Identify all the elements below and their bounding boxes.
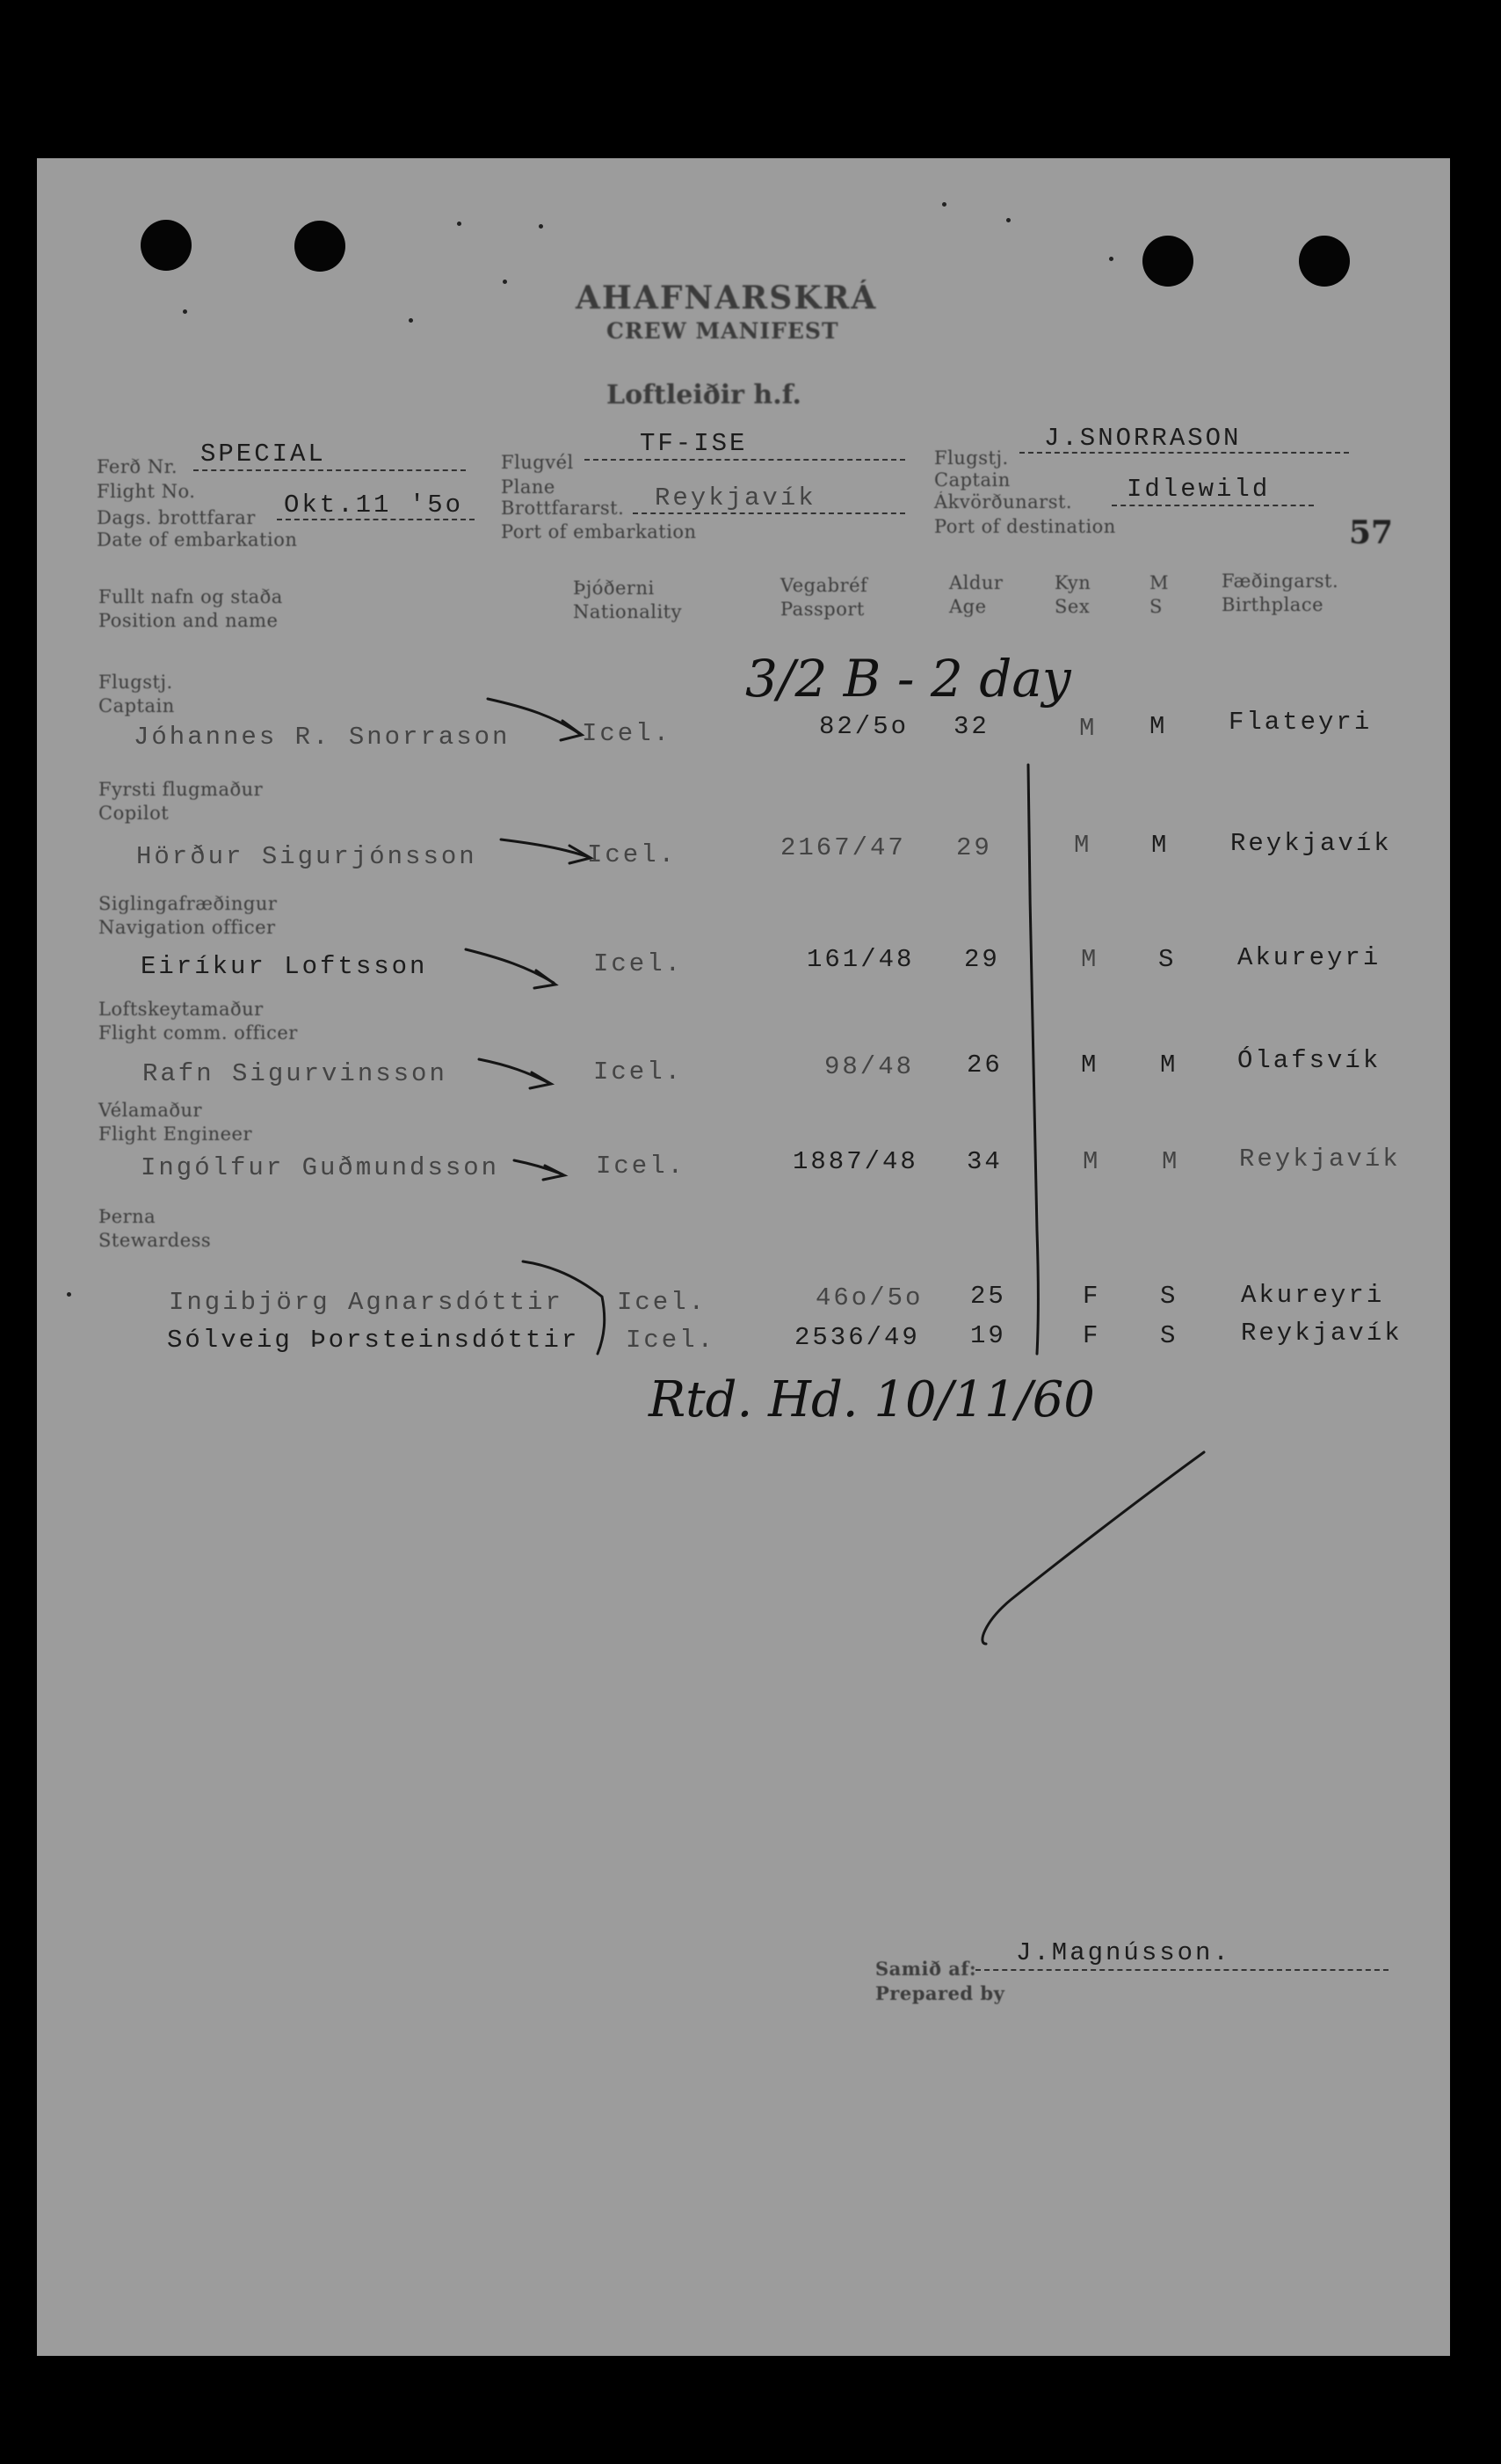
vertical-pen-line	[1028, 765, 1039, 1354]
stewardess-sex: F	[1083, 1282, 1101, 1311]
stewardess-nationality: Icel.	[626, 1326, 716, 1355]
prepared-by-label-is: Samið af:	[875, 1958, 977, 1980]
embark-port-label-is: Brottfararst.	[501, 498, 625, 519]
col-sex-en: Sex	[1055, 596, 1091, 617]
long-pen-stroke	[983, 1452, 1204, 1644]
stewardess-name: Sólveig Þorsteinsdóttir	[167, 1326, 580, 1355]
crew-position-is: Fyrsti flugmaður	[98, 779, 264, 800]
crew-position-en: Captain	[98, 695, 175, 716]
crew-age: 32	[954, 712, 990, 741]
stewardess-birthplace: Akureyri	[1241, 1281, 1385, 1310]
prepared-by-label-en: Prepared by	[875, 1982, 1005, 2004]
handwritten-note-top: 3/2 B - 2 day	[745, 649, 1071, 709]
crew-name: Jóhannes R. Snorrason	[134, 723, 511, 752]
crew-nationality: Icel.	[593, 1058, 684, 1087]
crew-name: Eiríkur Loftsson	[141, 952, 428, 981]
crew-passport: 1887/48	[793, 1147, 918, 1176]
crew-nationality: Icel.	[582, 719, 672, 748]
crew-age: 34	[967, 1147, 1003, 1176]
crew-birthplace: Reykjavík	[1239, 1145, 1401, 1174]
crew-marital: M	[1151, 831, 1170, 860]
crew-marital: S	[1158, 945, 1177, 974]
crew-passport: 98/48	[824, 1052, 915, 1081]
col-age-is: Aldur	[949, 572, 1004, 593]
crew-birthplace: Flateyri	[1229, 708, 1373, 737]
crew-age: 29	[956, 833, 992, 862]
crew-name: Hörður Sigurjónsson	[136, 842, 477, 871]
col-birthplace-is: Fæðingarst.	[1222, 571, 1339, 592]
stewardess-age: 19	[970, 1321, 1006, 1350]
col-marital-en: S	[1149, 596, 1163, 617]
arrow-stroke	[488, 699, 580, 734]
crew-passport: 82/5o	[819, 712, 910, 741]
crew-sex: M	[1074, 831, 1092, 860]
destination-label-is: Ákvörðunarst.	[934, 491, 1073, 512]
crew-position-en: Navigation officer	[98, 917, 276, 938]
flight-no-value: SPECIAL	[200, 440, 326, 469]
flight-no-label-en: Flight No.	[97, 481, 196, 502]
handwritten-note-bottom: Rtd. Hd. 10/11/60	[649, 1371, 1095, 1428]
crew-marital: M	[1160, 1050, 1178, 1079]
stewardess-marital: S	[1160, 1321, 1178, 1350]
crew-birthplace: Ólafsvík	[1237, 1046, 1381, 1075]
col-marital-is: M	[1149, 572, 1170, 593]
company-name: Loftleiðir h.f.	[606, 380, 801, 411]
manifest-title-is: AHAFNARSKRÁ	[576, 280, 878, 316]
crew-position-en: Flight comm. officer	[98, 1022, 298, 1043]
col-name-en: Position and name	[98, 610, 279, 631]
crew-position-is: Loftskeytamaður	[98, 999, 264, 1020]
embark-port-value: Reykjavík	[655, 483, 816, 512]
stewardess-passport: 2536/49	[794, 1323, 920, 1352]
stewardess-passport: 46o/5o	[816, 1283, 924, 1312]
arrow-head	[543, 1166, 564, 1180]
crew-sex: M	[1081, 1050, 1099, 1079]
arrow-stroke	[523, 1261, 605, 1354]
manifest-title-en: CREW MANIFEST	[606, 318, 839, 344]
plane-label-en: Plane	[501, 476, 555, 498]
arrow-stroke	[514, 1160, 562, 1174]
destination-value: Idlewild	[1127, 475, 1271, 504]
flight-no-label-is: Ferð Nr.	[97, 456, 178, 477]
crew-name: Rafn Sigurvinsson	[142, 1059, 447, 1088]
stewardess-label-is: Þerna	[98, 1206, 156, 1227]
stewardess-marital: S	[1160, 1282, 1178, 1311]
crew-position-is: Flugstj.	[98, 672, 173, 693]
stewardess-age: 25	[970, 1282, 1006, 1311]
destination-label-en: Port of destination	[934, 516, 1116, 537]
col-sex-is: Kyn	[1055, 572, 1091, 593]
date-value: Okt.11 '5o	[284, 491, 464, 520]
col-nationality-en: Nationality	[573, 601, 682, 622]
crew-name: Ingólfur Guðmundsson	[141, 1153, 500, 1182]
crew-sex: M	[1081, 945, 1099, 974]
plane-value: TF-ISE	[640, 429, 748, 458]
crew-position-is: Vélamaður	[98, 1100, 203, 1121]
crew-marital: M	[1162, 1147, 1180, 1176]
col-nationality-is: Þjóðerni	[573, 578, 655, 599]
embark-port-label-en: Port of embarkation	[501, 521, 697, 542]
crew-passport: 2167/47	[780, 833, 906, 862]
page-number: 57	[1349, 514, 1394, 551]
crew-position-is: Siglingafræðingur	[98, 893, 278, 914]
col-name-is: Fullt nafn og staða	[98, 586, 283, 607]
arrow-stroke	[479, 1059, 549, 1083]
stewardess-sex: F	[1083, 1321, 1101, 1350]
plane-label-is: Flugvél	[501, 452, 574, 473]
captain-label-is: Flugstj.	[934, 447, 1009, 469]
crew-passport: 161/48	[807, 945, 915, 974]
crew-nationality: Icel.	[587, 840, 678, 869]
crew-position-en: Flight Engineer	[98, 1123, 253, 1145]
prepared-by-value: J.Magnússon.	[1016, 1938, 1231, 1967]
col-passport-is: Vegabréf	[780, 575, 868, 596]
crew-sex: M	[1079, 714, 1098, 743]
prepared-by-underline	[975, 1969, 1389, 1971]
crew-nationality: Icel.	[593, 949, 684, 978]
crew-position-en: Copilot	[98, 803, 170, 824]
crew-birthplace: Akureyri	[1237, 943, 1381, 972]
stewardess-birthplace: Reykjavík	[1241, 1319, 1403, 1348]
crew-birthplace: Reykjavík	[1230, 829, 1392, 858]
crew-age: 29	[964, 945, 1000, 974]
captain-label-en: Captain	[934, 469, 1011, 491]
date-label-en: Date of embarkation	[97, 529, 298, 550]
stewardess-nationality: Icel.	[617, 1288, 707, 1317]
arrow-stroke	[466, 949, 554, 983]
col-birthplace-en: Birthplace	[1222, 594, 1324, 615]
crew-marital: M	[1149, 712, 1168, 741]
date-label-is: Dags. brottfarar	[97, 507, 256, 528]
col-age-en: Age	[949, 596, 987, 617]
stewardess-label-en: Stewardess	[98, 1230, 212, 1251]
stewardess-name: Ingibjörg Agnarsdóttir	[169, 1288, 563, 1317]
crew-age: 26	[967, 1050, 1003, 1079]
crew-sex: M	[1083, 1147, 1101, 1176]
crew-nationality: Icel.	[596, 1152, 686, 1181]
captain-value: J.SNORRASON	[1044, 424, 1242, 453]
col-passport-en: Passport	[780, 599, 865, 620]
